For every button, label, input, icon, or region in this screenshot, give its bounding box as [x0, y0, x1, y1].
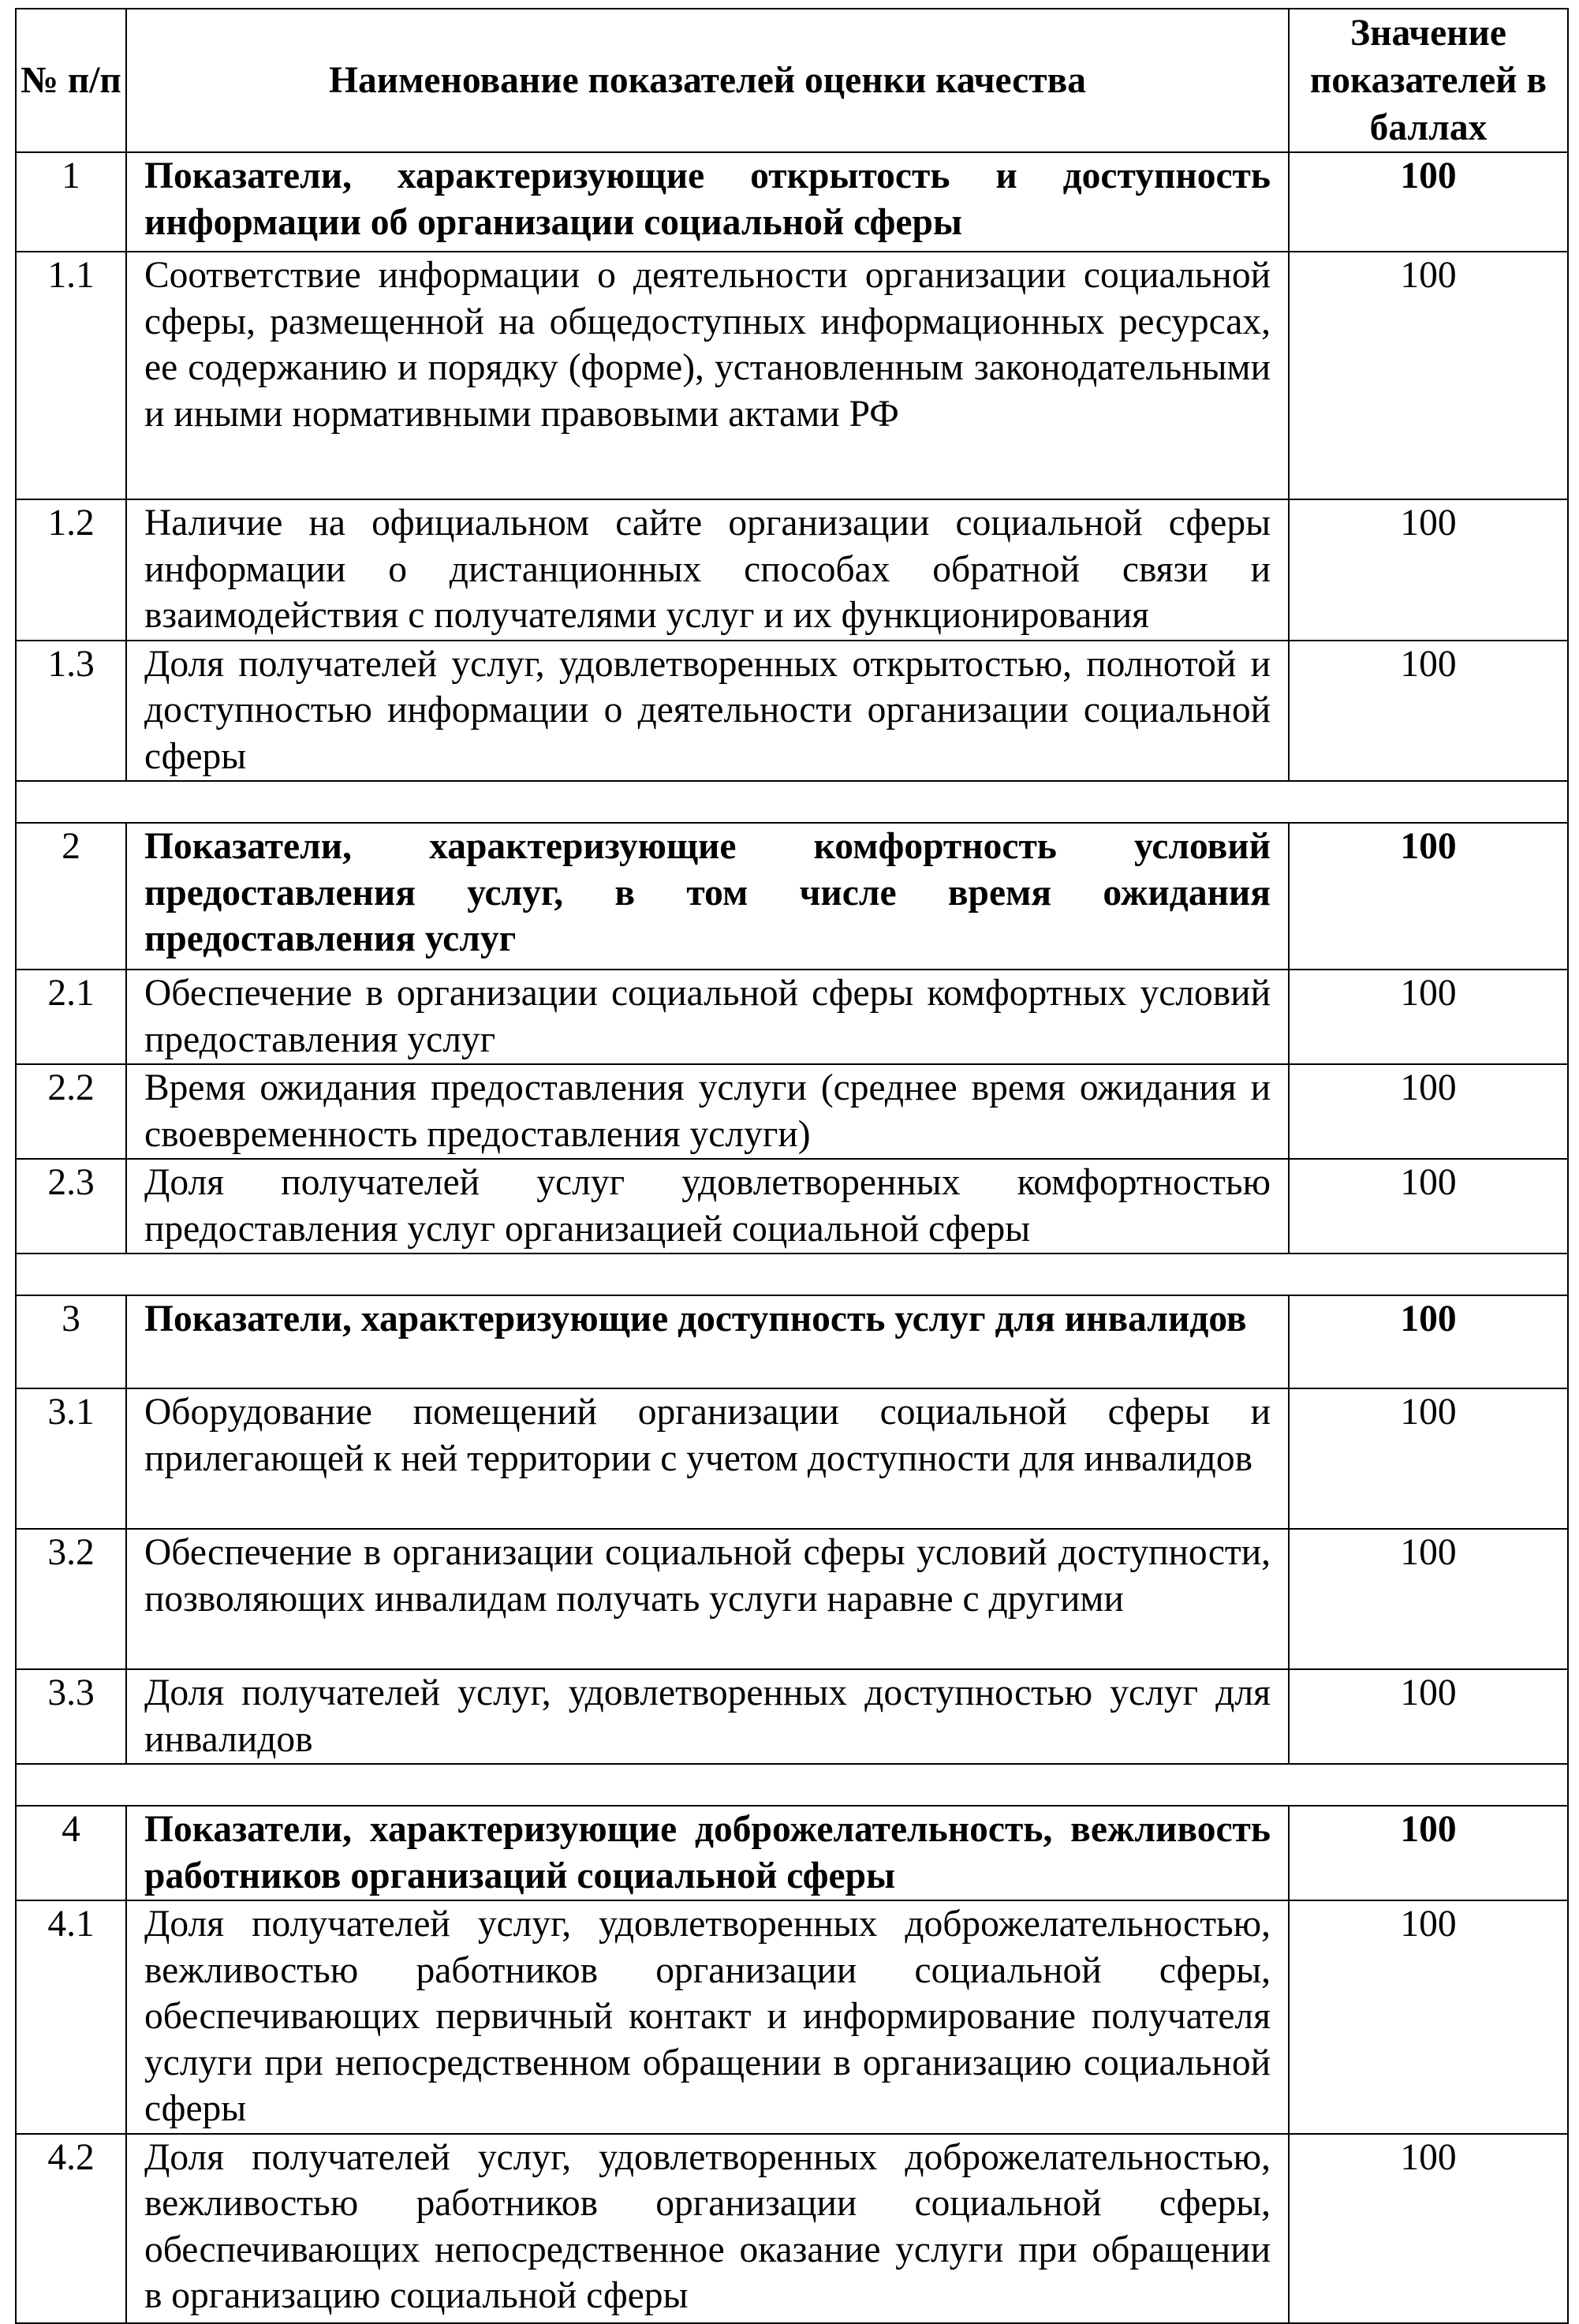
indicator-name: Доля получателей услуг, удовлетворенных доброжелательностью, вежливостью работников организации социальной сферы, обеспечивающих первичный контакт и информирование получателя услуги при непосредственном обращении в организацию социальной сферы — [126, 1900, 1289, 2134]
row-number: 1.3 — [16, 641, 126, 782]
score-value: 100 — [1289, 2134, 1568, 2323]
indicator-name: Обеспечение в организации социальной сферы условий доступности, позволяющих инвалидам получать услуги наравне с другими — [126, 1529, 1289, 1669]
indicator-name: Доля получателей услуг, удовлетворенных доступностью услуг для инвалидов — [126, 1669, 1289, 1764]
score-value: 100 — [1289, 499, 1568, 641]
indicator-name: Доля получателей услуг, удовлетворенных открытостью, полнотой и доступностью информации о деятельности организации социальной сферы — [126, 641, 1289, 782]
row-number: 4.2 — [16, 2134, 126, 2323]
section-title: Показатели, характеризующие открытость и доступность информации об организации социальной сферы — [126, 152, 1289, 252]
section-separator-row — [16, 1254, 1568, 1295]
score-value: 100 — [1289, 970, 1568, 1064]
indicator-name: Наличие на официальном сайте организации социальной сферы информации о дистанционных способах обратной связи и взаимодействия с получателями услуг и их функционирования — [126, 499, 1289, 641]
separator-cell — [16, 781, 1568, 823]
quality-indicators-table — [15, 8, 1569, 2324]
table-header-row — [16, 9, 1568, 152]
row-number: 2.1 — [16, 970, 126, 1064]
indicator-name: Время ожидания предоставления услуги (среднее время ожидания и своевременность предоставления услуги) — [126, 1064, 1289, 1159]
row-number: 1.1 — [16, 252, 126, 499]
score-value: 100 — [1289, 252, 1568, 499]
score-value: 100 — [1289, 1806, 1568, 1900]
score-value: 100 — [1289, 152, 1568, 252]
row-number: 1.2 — [16, 499, 126, 641]
table-row — [16, 1900, 1568, 2134]
table-row — [16, 1669, 1568, 1764]
score-value: 100 — [1289, 1669, 1568, 1764]
section-title: Показатели, характеризующие доброжелательность, вежливость работников организаций социальной сферы — [126, 1806, 1289, 1900]
separator-cell — [16, 1254, 1568, 1295]
score-value: 100 — [1289, 1900, 1568, 2134]
row-number: 3.2 — [16, 1529, 126, 1669]
section-title: Показатели, характеризующие доступность услуг для инвалидов — [126, 1295, 1289, 1388]
indicator-name: Оборудование помещений организации социальной сферы и прилегающей к ней территории с учетом доступности для инвалидов — [126, 1388, 1289, 1529]
table-row — [16, 252, 1568, 499]
indicator-name: Соответствие информации о деятельности организации социальной сферы, размещенной на общедоступных информационных ресурсах, ее содержанию и порядку (форме), установленным законодательными и иными нормативными правовыми актами РФ — [126, 252, 1289, 499]
table-row — [16, 1064, 1568, 1159]
score-value: 100 — [1289, 1159, 1568, 1254]
table-row — [16, 2134, 1568, 2323]
table-row — [16, 970, 1568, 1064]
table-row — [16, 1388, 1568, 1529]
row-number: 2 — [16, 823, 126, 970]
indicator-name: Доля получателей услуг, удовлетворенных доброжелательностью, вежливостью работников организации социальной сферы, обеспечивающих непосредственное оказание услуги при обращении в организацию социальной сферы — [126, 2134, 1289, 2323]
section-separator-row — [16, 1764, 1568, 1806]
row-number: 4 — [16, 1806, 126, 1900]
header-indicator-name: Наименование показателей оценки качества — [126, 9, 1289, 152]
score-value: 100 — [1289, 1064, 1568, 1159]
header-score-value: Значение показателей в баллах — [1289, 9, 1568, 152]
row-number: 3.1 — [16, 1388, 126, 1529]
section-separator-row — [16, 781, 1568, 823]
row-number: 2.2 — [16, 1064, 126, 1159]
header-number: № п/п — [16, 9, 126, 152]
separator-cell — [16, 1764, 1568, 1806]
indicator-name: Доля получателей услуг удовлетворенных комфортностью предоставления услуг организацией социальной сферы — [126, 1159, 1289, 1254]
indicator-name: Обеспечение в организации социальной сферы комфортных условий предоставления услуг — [126, 970, 1289, 1064]
row-number: 3 — [16, 1295, 126, 1388]
row-number: 4.1 — [16, 1900, 126, 2134]
row-number: 1 — [16, 152, 126, 252]
section-title: Показатели, характеризующие комфортность условий предоставления услуг, в том числе время ожидания предоставления услуг — [126, 823, 1289, 970]
section-row — [16, 823, 1568, 970]
table-row — [16, 1159, 1568, 1254]
score-value: 100 — [1289, 1388, 1568, 1529]
table-row — [16, 1529, 1568, 1669]
score-value: 100 — [1289, 823, 1568, 970]
table-row — [16, 641, 1568, 782]
row-number: 2.3 — [16, 1159, 126, 1254]
score-value: 100 — [1289, 641, 1568, 782]
section-row — [16, 1806, 1568, 1900]
table-row — [16, 499, 1568, 641]
score-value: 100 — [1289, 1295, 1568, 1388]
score-value: 100 — [1289, 1529, 1568, 1669]
section-row — [16, 152, 1568, 252]
section-row — [16, 1295, 1568, 1388]
row-number: 3.3 — [16, 1669, 126, 1764]
